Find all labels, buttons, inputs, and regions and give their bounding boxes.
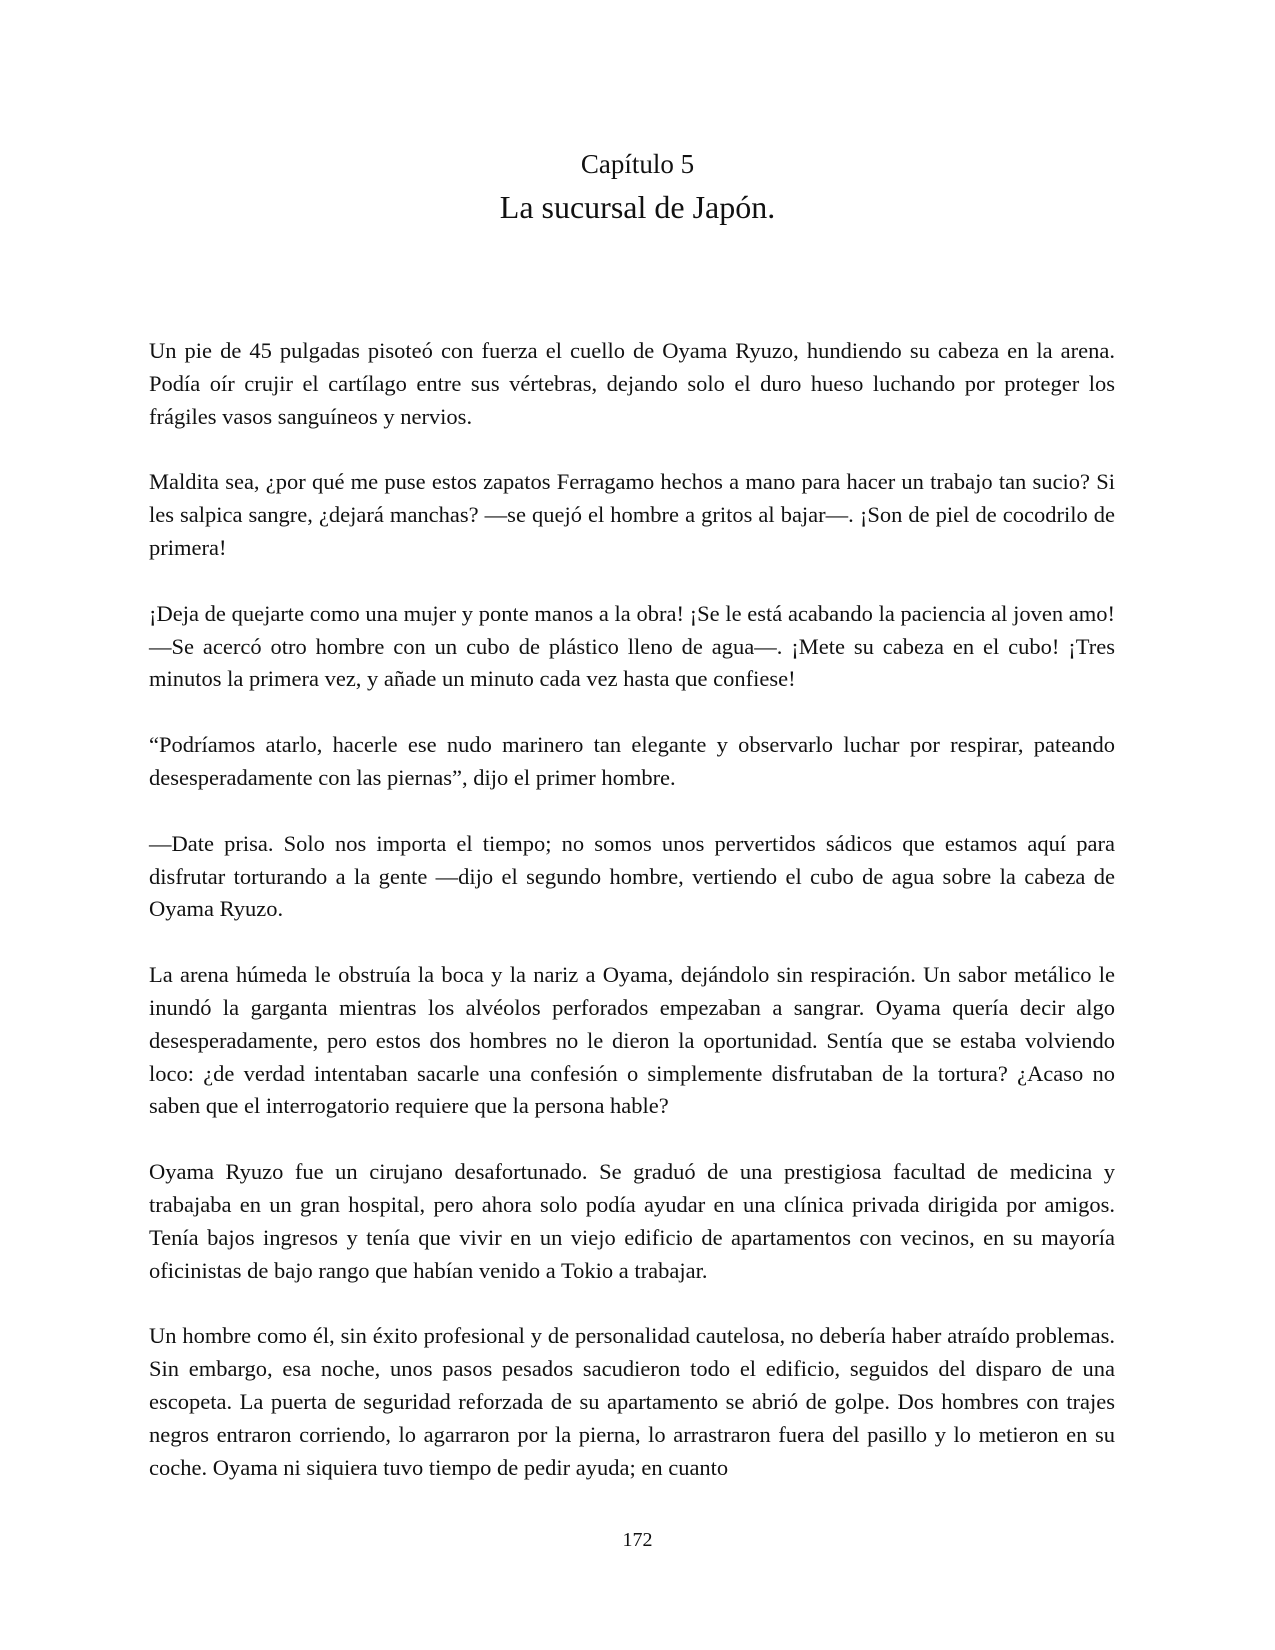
- paragraph: —Date prisa. Solo nos importa el tiempo; no somos unos pervertidos sádicos que estamos aquí para disfrutar torturando a la gente —dijo el segundo hombre, vertiendo el cubo de agua sobre la cabeza de Oyama Ryuzo.: [149, 830, 1115, 922]
- paragraph: La arena húmeda le obstruía la boca y la nariz a Oyama, dejándolo sin respiración. Un sabor metálico le inundó la garganta mientras los alvéolos perforados empezaban a sangrar. Oyama quería decir algo desesperadamente, pero estos dos hombres no le dieron la oportunidad. Sentía que se estaba volviendo loco: ¿de verdad intentaban sacarle una confesión o simplemente disfrutaban de la tortura? ¿Acaso no saben que el interrogatorio requiere que la persona hable?: [149, 962, 1115, 1119]
- paragraph: “Podríamos atarlo, hacerle ese nudo marinero tan elegante y observarlo luchar por respirar, pateando desesperadamente con las piernas”, dijo el primer hombre.: [149, 732, 1115, 790]
- paragraph: Un pie de 45 pulgadas pisoteó con fuerza el cuello de Oyama Ryuzo, hundiendo su cabeza en la arena. Podía oír crujir el cartílago entre sus vértebras, dejando solo el duro hueso luchando por proteger los frágiles vasos sanguíneos y nervios.: [149, 338, 1115, 429]
- paragraph: Maldita sea, ¿por qué me puse estos zapatos Ferragamo hechos a mano para hacer un trabajo tan sucio? Si les salpica sangre, ¿dejará manchas? —se quejó el hombre a gritos al bajar—. ¡Son de piel de cocodrilo de primera!: [149, 469, 1115, 560]
- chapter-label: Capítulo 5: [580, 149, 695, 179]
- chapter-title: La sucursal de Japón.: [499, 189, 776, 225]
- paragraph: Oyama Ryuzo fue un cirujano desafortunado. Se graduó de una prestigiosa facultad de medicina y trabajaba en un gran hospital, pero ahora solo podía ayudar en una clínica privada dirigida por amigos. Tenía bajos ingresos y tenía que vivir en un viejo edificio de apartamentos con vecinos, en su mayoría oficinistas de bajo rango que habían venido a Tokio a trabajar.: [149, 1159, 1115, 1283]
- paragraph: Un hombre como él, sin éxito profesional y de personalidad cautelosa, no debería haber atraído problemas. Sin embargo, esa noche, unos pasos pesados sacudieron todo el edificio, seguidos del disparo de una escopeta. La puerta de seguridad reforzada de su apartamento se abrió de golpe. Dos hombres con trajes negros entraron corriendo, lo agarraron por la pierna, lo arrastraron fuera del pasillo y lo metieron en su coche. Oyama ni siquiera tuvo tiempo de pedir ayuda; en cuanto: [149, 1323, 1115, 1480]
- body-text: [149, 335, 1115, 1517]
- paragraph: ¡Deja de quejarte como una mujer y ponte manos a la obra! ¡Se le está acabando la paciencia al joven amo! —Se acercó otro hombre con un cubo de plástico lleno de agua—. ¡Mete su cabeza en el cubo! ¡Tres minutos la primera vez, y añade un minuto cada vez hasta que confiese!: [149, 600, 1115, 692]
- page-number: 172: [622, 1529, 653, 1551]
